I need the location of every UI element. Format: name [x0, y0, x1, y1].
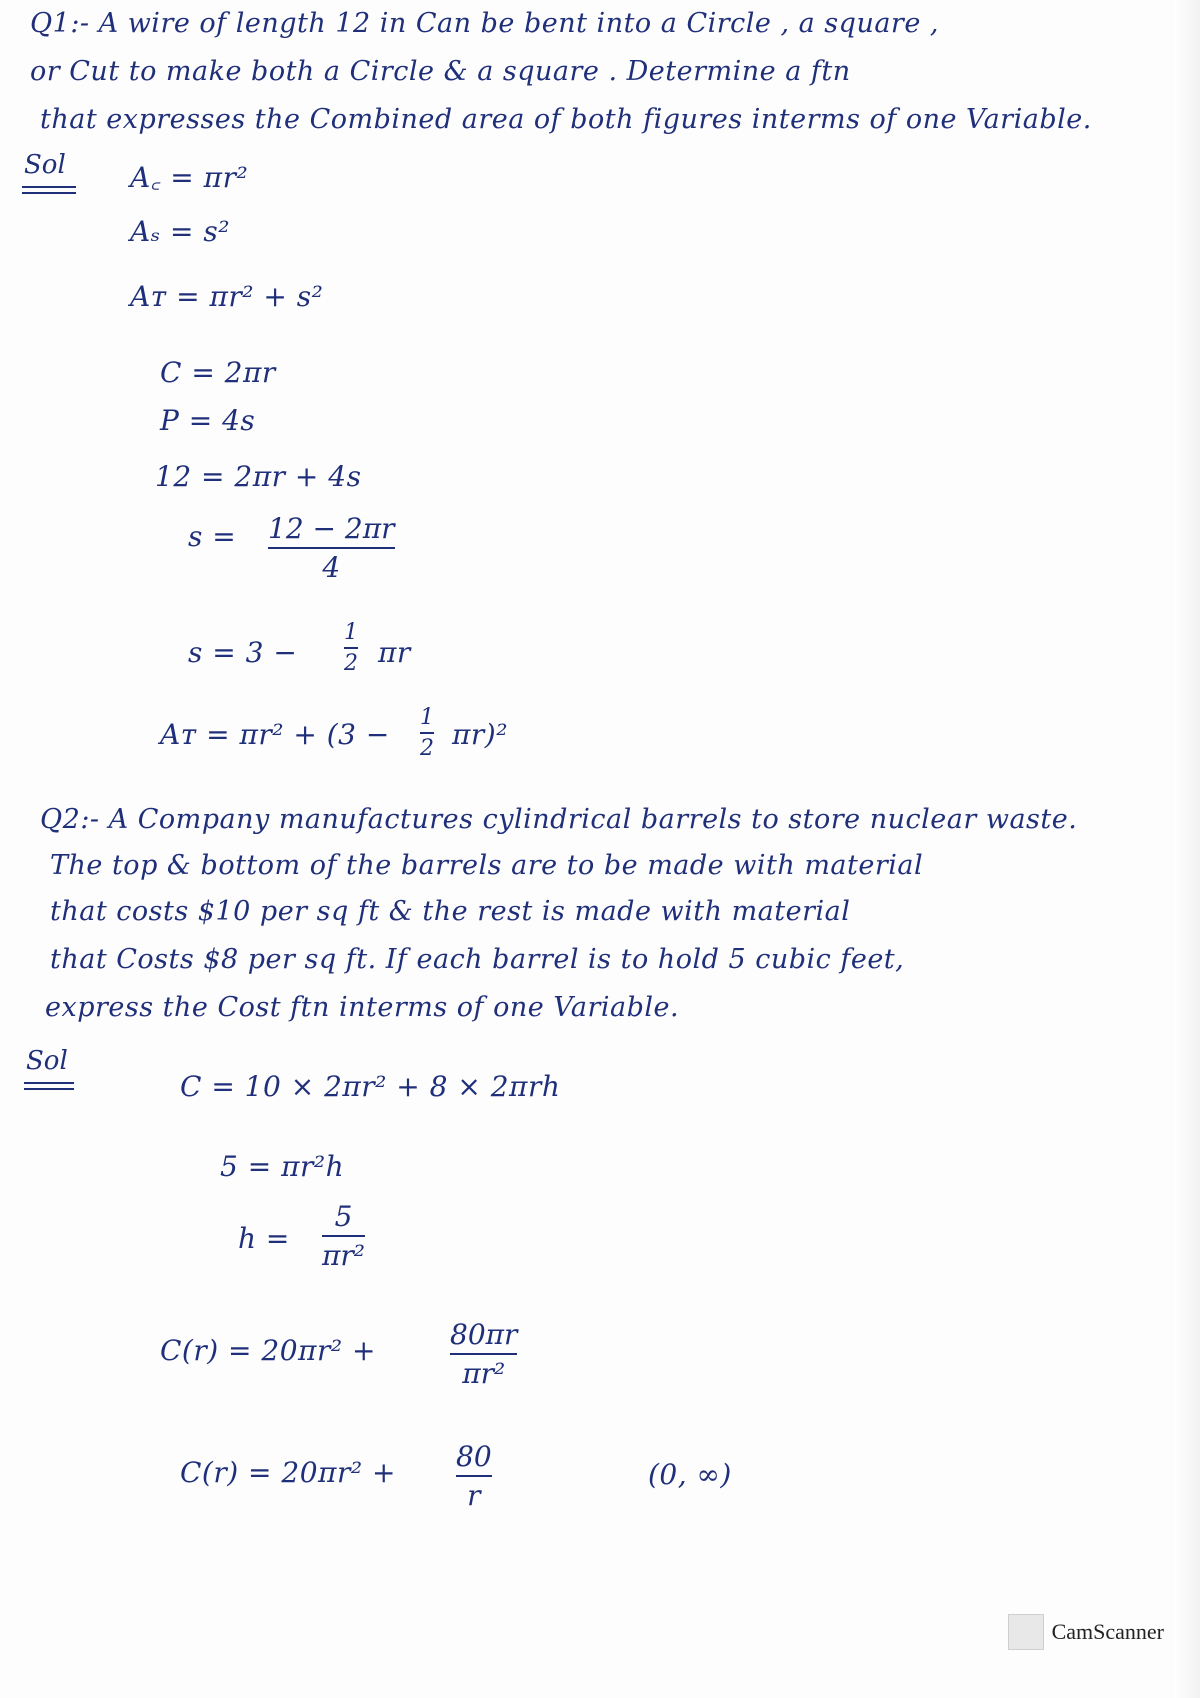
q2-cr1-fraction-bar	[450, 1353, 517, 1355]
q2-h-lhs: h =	[238, 1222, 290, 1255]
q2-sol-underline-2	[24, 1088, 74, 1090]
q2-line-3: that costs $10 per sq ft & the rest is made with material	[50, 896, 851, 927]
q1-eq-area-total: Aᴛ = πr² + s²	[130, 280, 324, 313]
q1-s-numerator: 12 − 2πr	[268, 512, 395, 545]
q1-s2-lhs: s = 3 −	[188, 636, 298, 669]
q1-s2-numerator: 1	[344, 620, 358, 645]
q1-s-lhs: s =	[188, 520, 237, 553]
q1-eq-area-circle: A꜀ = πr²	[130, 161, 249, 194]
q2-cr1-lhs: C(r) = 20πr² +	[160, 1334, 376, 1367]
q2-line-4: that Costs $8 per sq ft. If each barrel is to hold 5 cubic feet,	[50, 944, 905, 975]
q2-cr1-denominator: πr²	[462, 1357, 506, 1390]
q2-sol-label: Sol	[26, 1046, 68, 1076]
q1-s2-denominator: 2	[344, 651, 358, 676]
q1-at-fraction-bar	[420, 732, 434, 734]
q2-cr1-numerator: 80πr	[450, 1318, 518, 1351]
q2-line-1: Q2:- A Company manufactures cylindrical barrels to store nuclear waste.	[40, 804, 1078, 835]
q2-line-2: The top & bottom of the barrels are to be made with material	[50, 850, 924, 881]
q1-s2-fraction-bar	[344, 647, 358, 649]
camscanner-logo-icon	[1008, 1614, 1044, 1650]
q2-h-fraction-bar	[322, 1235, 365, 1237]
q1-s-denominator: 4	[322, 551, 341, 584]
q1-s-fraction-bar	[268, 547, 395, 549]
camscanner-brand: CamScanner	[1051, 1619, 1164, 1644]
q2-eq-volume: 5 = πr²h	[220, 1150, 345, 1183]
q1-line-3: that expresses the Combined area of both figures interms of one Variable.	[40, 104, 1092, 135]
q1-at-rest: πr)²	[452, 718, 508, 751]
q2-cr2-numerator: 80	[456, 1440, 492, 1473]
q1-s2-rest: πr	[378, 636, 411, 669]
q1-eq-wire-length: 12 = 2πr + 4s	[155, 460, 362, 493]
q2-cr1-fraction	[450, 1318, 517, 1390]
q1-eq-perimeter: P = 4s	[160, 404, 256, 437]
q1-s2-fraction	[344, 620, 358, 676]
q1-s-fraction	[268, 512, 395, 584]
q2-cr2-fraction	[456, 1440, 492, 1512]
q1-eq-area-square: Aₛ = s²	[130, 215, 231, 248]
q2-domain: (0, ∞)	[648, 1458, 732, 1491]
q2-h-fraction	[322, 1200, 365, 1272]
q1-at-numerator: 1	[420, 705, 434, 730]
q1-at-lhs: Aᴛ = πr² + (3 −	[160, 718, 390, 751]
scan-edge-shadow	[1174, 0, 1200, 1698]
q1-sol-label: Sol	[24, 150, 66, 180]
q2-cr2-lhs: C(r) = 20πr² +	[180, 1456, 396, 1489]
q2-eq-cost: C = 10 × 2πr² + 8 × 2πrh	[180, 1070, 561, 1103]
q2-line-5: express the Cost ftn interms of one Variable.	[45, 992, 680, 1023]
q1-line-2: or Cut to make both a Circle & a square . Determine a ftn	[30, 56, 851, 87]
q2-h-numerator: 5	[334, 1200, 353, 1233]
q2-h-denominator: πr²	[322, 1239, 366, 1272]
q1-at-denominator: 2	[420, 736, 434, 761]
q1-at-fraction	[420, 705, 434, 761]
q1-sol-underline	[22, 186, 76, 188]
q1-line-1: Q1:- A wire of length 12 in Can be bent into a Circle , a square ,	[30, 8, 939, 39]
q1-sol-underline-2	[22, 192, 76, 194]
q2-cr2-fraction-bar	[456, 1475, 492, 1477]
camscanner-watermark	[1008, 1614, 1164, 1650]
q1-eq-circumference: C = 2πr	[160, 356, 276, 389]
q2-sol-underline	[24, 1082, 74, 1084]
q2-cr2-denominator: r	[467, 1479, 481, 1512]
